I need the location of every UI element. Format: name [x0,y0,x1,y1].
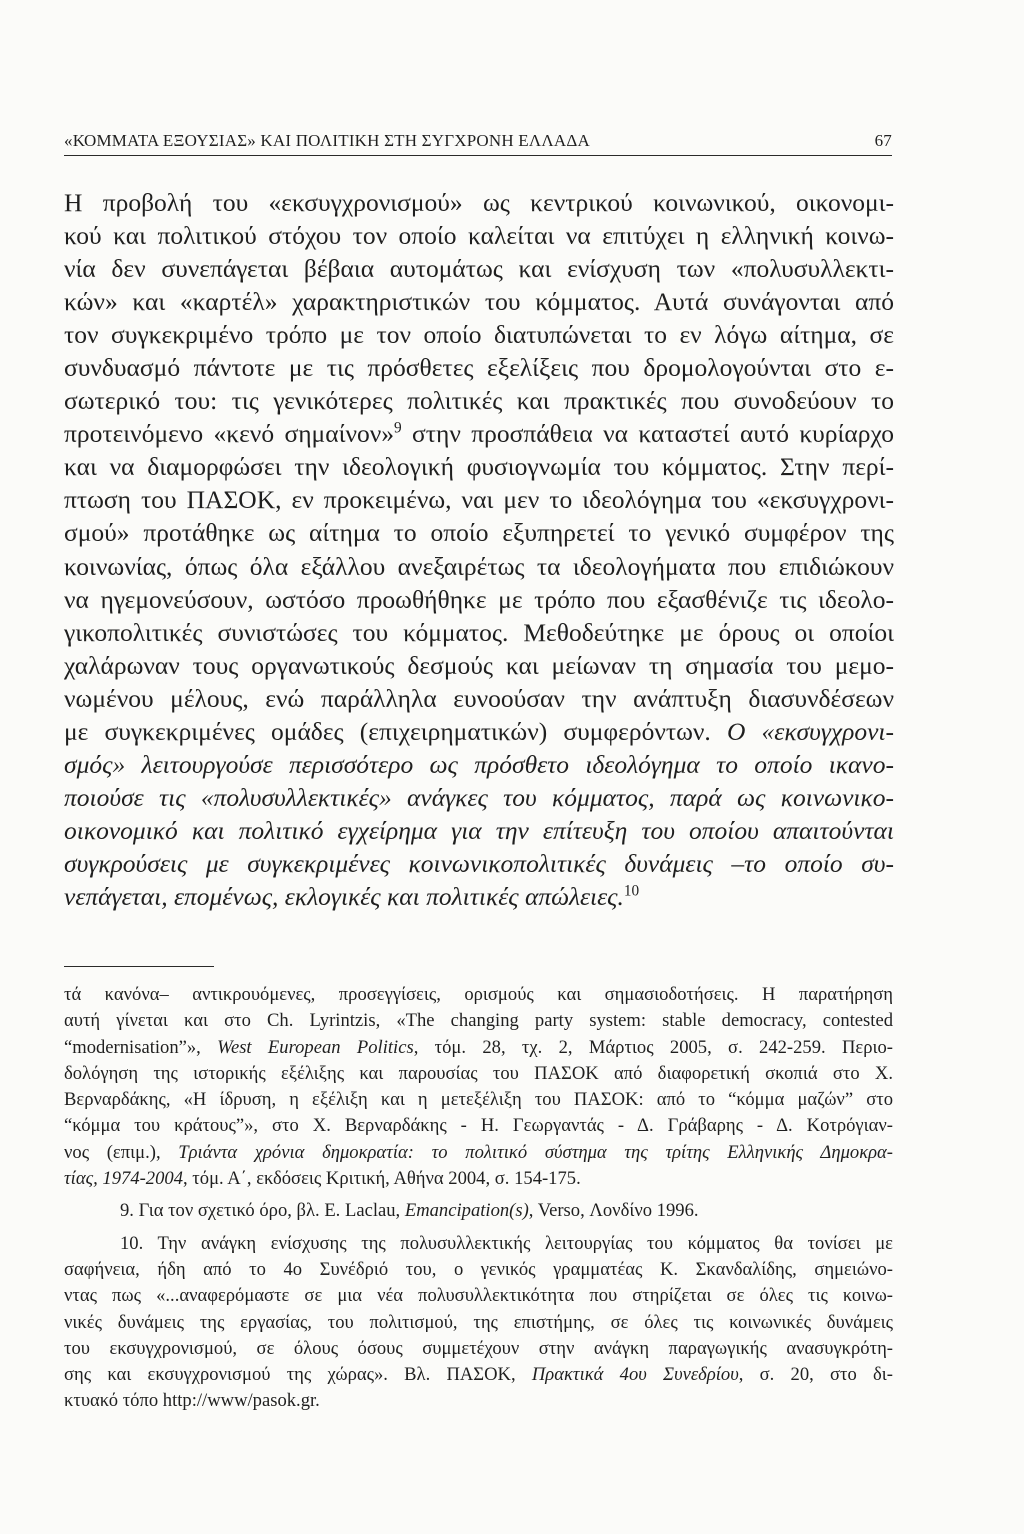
footnote-9 [64,1198,893,1224]
footnote-ref-9[interactable]: 9 [394,419,402,437]
body-line: Η προβολή του «εκσυγχρονισμού» ως κεντρικού κοινωνικού, οικονομι- [64,188,894,217]
body-line: να ηγεμονεύσουν, ωστόσο προωθήθηκε με τρόπο που εξασθένιζε τις ιδεολο- [64,584,894,614]
running-header [64,131,892,156]
body-line: κών» και «καρτέλ» χαρακτηριστικών του κόμματος. Αυτά συνάγονται από [64,287,894,317]
footnote-text: , τόμ. 28, τχ. 2, Μάρτιος 2005, σ. 242-259. Περιο- [413,1036,893,1058]
body-line: και να διαμορφώσει την ιδεολογική φυσιογνωμία του κόμματος. Στην περί- [64,452,894,482]
body-line: συνδυασμό πάντοτε με τις πρόσθετες εξελίξεις που δρομολογούνται στο ε- [64,353,894,383]
italic-text: Ο «εκσυγχρονι- [726,716,894,746]
body-line: κοινωνίας, όπως όλα εξάλλου ανεξαιρέτως τα ιδεολογήματα που επιδιώκουν [64,551,894,581]
footnote-line: αυτή γίνεται και στο Ch. Lyrintzis, «The changing party system: stable democracy, contested [64,1010,893,1032]
body-line-text: στην προσπάθεια να καταστεί αυτό κυρίαρχο [401,419,894,449]
footnote-text: νος (επιμ.), [64,1141,179,1163]
body-line: γικοπολιτικές συνιστώσες του κόμματος. Μεθοδεύτηκε με όρους οι οποίοι [64,617,894,647]
body-line: χαλάρωναν τους οργανωτικούς δεσμούς και μείωναν τη σημασία του μεμο- [64,650,894,680]
body-line-italic: συγκρούσεις με συγκεκριμένες κοινωνικοπολιτικές δυνάμεις –το οποίο συ- [64,848,894,878]
book-title: Τριάντα χρόνια δημοκρατία: το πολιτικό σύστημα της τρίτης Ελληνικής Δημοκρα- [178,1141,894,1163]
footnote-text: , Verso, Λονδίνο 1996. [528,1200,699,1222]
footnote-text: , σ. 20, στο δι- [738,1364,893,1386]
footnote-text: 9. Για τον σχετικό όρο, βλ. E. Laclau, [120,1200,405,1222]
body-line: νία δεν συνεπάγεται βέβαια αυτομάτως και ενίσχυση των «πολυσυλλεκτι- [64,254,894,284]
body-line: κού και πολιτικού στόχου τον οποίο καλείται να επιτύχει η ελληνική κοινω- [64,221,894,251]
footnote-line: τά κανόνα– αντικρουόμενες, προσεγγίσεις, ορισμούς και σημασιοδοτήσεις. Η παρατήρηση [64,984,893,1005]
body-line [64,417,894,450]
footnote-text: , τόμ. Α΄, εκδόσεις Κριτική, Αθήνα 2004, σ. 154-175. [183,1168,581,1190]
body-line-italic: σμός» λειτουργούσε περισσότερο ως πρόσθετο ιδεολόγημα το οποίο ικανο- [64,749,894,779]
body-line [64,715,894,748]
footnote-10-line: 10. Την ανάγκη ενίσχυσης της πολυσυλλεκτικής λειτουργίας του κόμματος θα τονίσει με [120,1232,893,1254]
body-line: τον συγκεκριμένο τρόπο με τον οποίο διατυπώνεται το εν λόγω αίτημα, σε [64,320,894,350]
footnote-10-line: σαφήνεια, ήδη από το 4ο Συνέδριό του, ο γενικός γραμματέας Κ. Σκανδαλίδης, σημειώνο- [64,1258,893,1280]
footnote-10-line: κτυακό τόπο http://www/pasok.gr. [64,1390,320,1412]
body-line-italic [64,880,894,913]
footnote-rule [64,966,214,967]
footnote-line [64,1166,893,1192]
body-line: νωμένου μέλους, ενώ παράλληλα ευνοούσαν την ανάπτυξη διασυνδέσεων [64,683,894,713]
journal-title: West European Politics [217,1036,414,1058]
footnote-10-line: ντας πως «...αναφερόμαστε σε μια νέα πολυσυλλεκτικότητα που στηρίζεται σε όλες τις κοινω- [64,1285,893,1307]
book-title: τίας, 1974-2004 [64,1168,183,1190]
footnote-line: “κόμμα του κράτους”», στο Χ. Βερναρδάκης - Η. Γεωργαντάς - Δ. Γράβαρης - Δ. Κοτρόγιαν- [64,1115,893,1137]
footnote-10-line [64,1362,893,1388]
body-line-italic: ποιούσε τις «πολυσυλλεκτικές» ανάγκες του κόμματος, παρά ως κοινωνικο- [64,782,894,812]
page-number: 67 [874,131,892,150]
footnote-ref-10[interactable]: 10 [623,882,640,900]
footnote-text: “modernisation”», [64,1036,218,1058]
footnote-line: δολόγηση της ιστορικής εξέλιξης και παρουσίας του ΠΑΣΟΚ από διαφορετική σκοπιά στο Χ. [64,1062,893,1084]
body-line: πτωση του ΠΑΣΟΚ, εν προκειμένω, ναι μεν το ιδεολόγημα του «εκσυγχρονι- [64,485,894,515]
body-line: σμού» προτάθηκε ως αίτημα το οποίο εξυπηρετεί το γενικό συμφέρον της [64,518,894,548]
footnote-line [64,1140,893,1166]
footnotes [64,982,893,1415]
body-line: σωτερικό του: τις γενικότερες πολιτικές και πρακτικές που συνοδεύουν το [64,386,894,416]
running-title: «ΚΟΜΜΑΤΑ ΕΞΟΥΣΙΑΣ» ΚΑΙ ΠΟΛΙΤΙΚΗ ΣΤΗ ΣΥΓΧΡΟΝΗ ΕΛΛΑΔΑ [64,131,591,150]
book-title: Emancipation(s) [404,1200,529,1222]
body-line-text: νεπάγεται, επομένως, εκλογικές και πολιτικές απώλειες. [64,881,624,911]
body-line-text: προτεινόμενο «κενό σημαίνον» [64,419,394,449]
body-line-italic: οικονομικό και πολιτικό εγχείρημα για την επίτευξη του οποίου απαιτούνται [64,815,894,845]
footnote-10-line: νικές δυνάμεις της εργασίας, του πολιτισμού, της επιστήμης, σε όλες τις κοινωνικές δυνάμεις [64,1311,893,1333]
book-title: Πρακτικά 4ου Συνεδρίου [531,1364,739,1386]
main-paragraph [64,186,894,913]
body-line-text: με συγκεκριμένες ομάδες (επιχειρηματικών) συμφερόντων. [64,716,711,746]
footnote-text: σης και εκσυγχρονισμού της χώρας». Βλ. ΠΑΣΟΚ, [64,1364,532,1386]
footnote-line: Βερναρδάκης, «Η ίδρυση, η εξέλιξη και η μετεξέλιξη του ΠΑΣΟΚ: από το “κόμμα μαζών” στο [64,1089,893,1111]
footnote-line [64,1035,893,1061]
footnote-10-line: του εκσυγχρονισμού, σε όλους όσους συμμετέχουν στην ανάγκη παραγωγικής ανασυγκρότη- [64,1337,893,1359]
